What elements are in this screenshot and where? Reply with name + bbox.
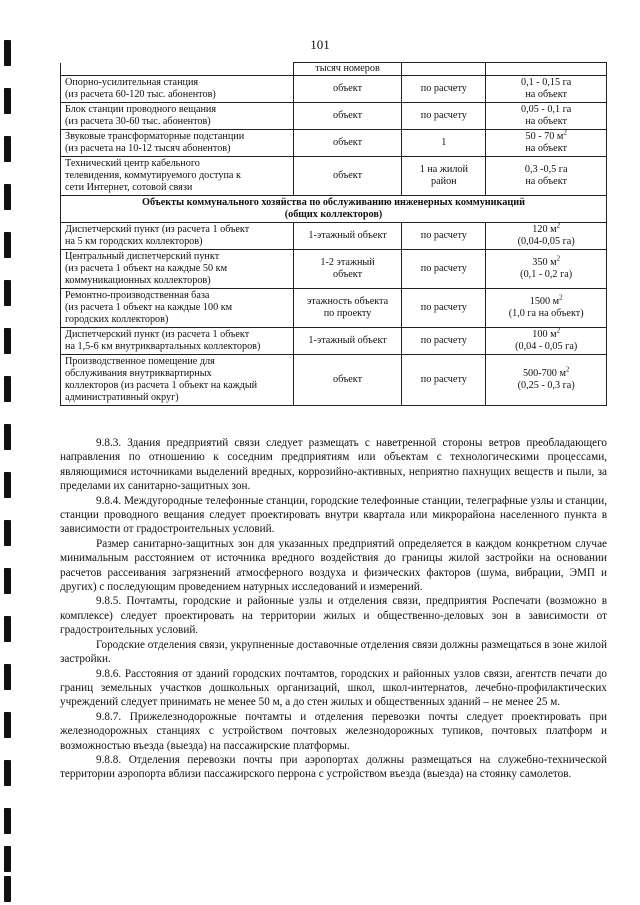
paragraph: 9.8.3. Здания предприятий связи следует размещать с наветренной стороны ветров преобладающего направления по отношению к соседним предприятиям или объектам с технологическими процессами, являющимися источниками выделений вредных, коррозийно-активных, неприятно пахнущих веществ и пыли, за пределами их санитарно-защитных зон. [60, 437, 607, 493]
binding-mark [4, 376, 11, 402]
table-cell-name [61, 63, 294, 76]
table-cell-unit: объект [293, 103, 402, 130]
table-cell-area: 0,05 - 0,1 га на объект [486, 103, 607, 130]
table-cell-area [486, 289, 607, 328]
area-value: 350 м [532, 257, 557, 268]
table-cell-name: Технический центр кабельного телевидения, коммутируемого доступа к сети Интернет, сотовой связи [61, 157, 294, 196]
table-cell-calc: по расчету [402, 250, 486, 289]
table-cell-calc: по расчету [402, 355, 486, 406]
table-cell-unit: 1-этажный объект [293, 223, 402, 250]
table-cell-unit: 1-этажный объект [293, 328, 402, 355]
table-cell-name: Блок станции проводного вещания (из расчета 30-60 тыс. абонентов) [61, 103, 294, 130]
table-cell-unit: объект [293, 355, 402, 406]
area-note: (0,04-0,05 га) [517, 236, 575, 247]
table-section-row [61, 196, 607, 223]
paragraph: 9.8.4. Междугородные телефонные станции, городские телефонные станции, телеграфные узлы и станции, станции проводного вещания следует проектировать внутри квартала или микрорайона населенного пункта в зависимости от градостроительных условий. [60, 494, 607, 536]
page-number: 101 [310, 37, 330, 52]
table-row [61, 223, 607, 250]
table-rows-bottom [61, 223, 607, 406]
area-note: (0,04 - 0,05 га) [515, 341, 578, 352]
table-row-carry-over [61, 63, 607, 76]
table-cell-calc: по расчету [402, 223, 486, 250]
table-cell-area: 0,3 -0,5 га на объект [486, 157, 607, 196]
table-cell-unit: объект [293, 130, 402, 157]
table-row [61, 355, 607, 406]
binding-mark [4, 520, 11, 546]
binding-mark [4, 846, 11, 872]
table-cell-name: Центральный диспетчерский пункт (из расчета 1 объект на каждые 50 км коммуникационных коллекторов) [61, 250, 294, 289]
table-cell-name: Опорно-усилительная станция (из расчета 60-120 тыс. абонентов) [61, 76, 294, 103]
binding-mark [4, 876, 11, 902]
area-value: 100 м [532, 329, 557, 340]
table-cell-calc: 1 [402, 130, 486, 157]
paragraph: 9.8.8. Отделения перевозки почты при аэропортах должны размещаться на служебно-технической территории аэропорта вблизи пассажирского перрона с устройством въезда (выезда) на стоянку самолетов. [60, 753, 607, 781]
table-cell-unit: объект [293, 157, 402, 196]
area-unit-superscript: 2 [556, 326, 561, 335]
table-cell-name: Диспетчерский пункт (из расчета 1 объект на 1,5-6 км внутриквартальных коллекторов) [61, 328, 294, 355]
binding-mark [4, 424, 11, 450]
binding-mark [4, 88, 11, 114]
area-unit-superscript: 2 [565, 365, 570, 374]
section-title: Объекты коммунального хозяйства по обслуживанию инженерных коммуникаций (общих коллекторов) [61, 196, 607, 223]
paragraph: 9.8.7. Прижелезнодорожные почтамты и отделения перевозки почты следует проектировать при железнодорожных станциях с устройством почтовых железнодорожных тупиков, почтовых платформ и возможностью въезда (выезда) на пассажирские платформы. [60, 710, 607, 752]
table-cell-name: Звуковые трансформаторные подстанции (из расчета на 10-12 тысяч абонентов) [61, 130, 294, 157]
table-row [61, 250, 607, 289]
table-row [61, 289, 607, 328]
area-value: 500-700 м [522, 368, 566, 379]
table-row [61, 157, 607, 196]
table-cell-area [486, 250, 607, 289]
area-unit-superscript: 2 [563, 128, 567, 137]
table-cell-name: Производственное помещение для обслуживания внутриквартирных коллекторов (из расчета 1 объект на каждый административный округ) [61, 355, 294, 406]
binding-mark [4, 184, 11, 210]
table-cell-area [486, 328, 607, 355]
table-cell-name: Диспетчерский пункт (из расчета 1 объект на 5 км городских коллекторов) [61, 223, 294, 250]
binding-mark [4, 712, 11, 738]
paragraph: Размер санитарно-защитных зон для указанных предприятий определяется в каждом конкретном случае минимальным расстоянием от источника вредного воздействия до границы жилой застройки на основании расчетов рассеивания загрязнений атмосферного воздуха и физических факторов (шума, вибрации, ЭМП и других) с последующим проведением натурных исследований и измерений. [60, 537, 607, 594]
table-row [61, 76, 607, 103]
table-rows-top [61, 76, 607, 196]
table-row [61, 130, 607, 157]
norms-table [60, 62, 607, 406]
table-cell-area [486, 355, 607, 406]
table-cell-calc: по расчету [402, 76, 486, 103]
table-cell-area [486, 130, 607, 157]
paragraph: 9.8.6. Расстояния от зданий городских почтамтов, городских и районных узлов связи, агентств печати до границ земельных участков дошкольных организаций, школ, школ-интернатов, лечебно-профилактических учреждений следует принимать не менее 50 м, а до стен жилых и общественных зданий – не менее 25 м. [60, 667, 607, 709]
binding-mark [4, 760, 11, 786]
area-note: на объект [525, 143, 567, 154]
table-cell-area [486, 63, 607, 76]
area-value: 50 - 70 м [525, 131, 564, 142]
table-cell-calc: по расчету [402, 103, 486, 130]
area-value: 1500 м [529, 296, 560, 307]
table-cell-calc: 1 на жилой район [402, 157, 486, 196]
table-cell-calc [402, 63, 486, 76]
area-note: (1,0 га на объект) [508, 308, 584, 319]
table-cell-unit: объект [293, 76, 402, 103]
area-note: (0,25 - 0,3 га) [517, 380, 575, 391]
table-row [61, 328, 607, 355]
table-cell-area: 0,1 - 0,15 га на объект [486, 76, 607, 103]
binding-mark [4, 472, 11, 498]
area-unit-superscript: 2 [556, 254, 561, 263]
table-row [61, 103, 607, 130]
binding-mark [4, 280, 11, 306]
table-cell-calc: по расчету [402, 328, 486, 355]
table-cell-name: Ремонтно-производственная база (из расчета 1 объект на каждые 100 км городских коллекторов) [61, 289, 294, 328]
paragraph: Городские отделения связи, укрупненные доставочные отделения связи должны размещаться в зоне жилой застройки. [60, 638, 607, 666]
binding-mark [4, 328, 11, 354]
binding-mark [4, 616, 11, 642]
table-cell-area [486, 223, 607, 250]
binding-mark [4, 568, 11, 594]
table-cell-calc: по расчету [402, 289, 486, 328]
area-unit-superscript: 2 [559, 293, 563, 302]
table-cell-unit: тысяч номеров [293, 63, 402, 76]
binding-mark [4, 808, 11, 834]
binding-mark [4, 232, 11, 258]
binding-mark [4, 664, 11, 690]
table-cell-unit: этажность объекта по проекту [293, 289, 402, 328]
binding-mark [4, 136, 11, 162]
table-cell-unit: 1-2 этажный объект [293, 250, 402, 289]
area-unit-superscript: 2 [556, 221, 561, 230]
area-value: 120 м [532, 224, 557, 235]
paragraph: 9.8.5. Почтамты, городские и районные узлы и отделения связи, предприятия Роспечати (возможно в комплексе) следует проектировать на территории жилых и общественно-деловых зон в зависимости от градостроительных условий. [60, 595, 607, 637]
area-note: (0,1 - 0,2 га) [520, 269, 573, 280]
body-text [60, 436, 607, 782]
